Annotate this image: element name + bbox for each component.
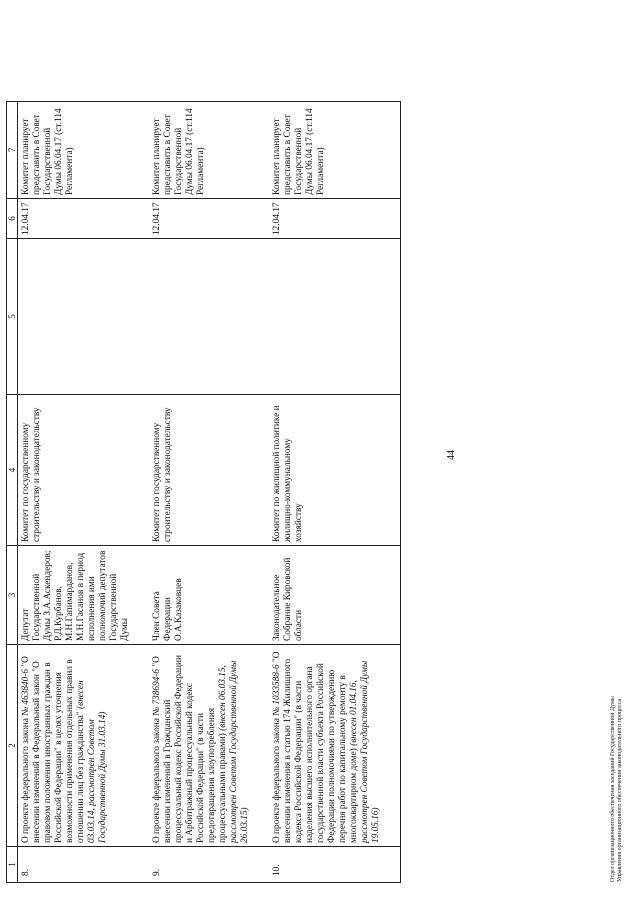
- bill-text: "О внесении изменений в Гражданский процессуальный кодекс Российской Федерации и Арбитражный процессуальный кодекс Российской Федерации" (в части предотвращения злоупотребления процессуальными правами): [152, 655, 228, 843]
- footer: [610, 696, 624, 882]
- note-cell: Комитет планирует представить в Совет Государственной Думы 06.04.17 (ст.114 Регламента): [18, 102, 150, 199]
- note-cell: Комитет планирует представить в Совет Государственной Думы 06.04.17 (ст.114 Регламента): [149, 102, 269, 199]
- table-row: [18, 102, 150, 883]
- responsible-committee: Комитет по государственному строительству и законодательству: [18, 395, 150, 546]
- row-number: 8.: [18, 847, 150, 883]
- header-col-4: 4: [7, 395, 18, 546]
- bill-number: 738694-6: [152, 668, 162, 705]
- table-row: [269, 102, 401, 883]
- page-number: 44: [446, 450, 457, 460]
- header-col-3: 3: [7, 546, 18, 645]
- agenda-table: [6, 101, 401, 883]
- footer-line-2: Управления организационного обеспечения законодательного процесса: [617, 698, 623, 882]
- bill-description: [149, 645, 269, 847]
- table-header-row: [7, 102, 18, 883]
- header-col-5: 5: [7, 239, 18, 395]
- bill-number: 463840-6: [21, 668, 31, 705]
- bill-note: (внесен 06.03.15, рассмотрен Советом Государственной Думы 26.03.15): [218, 660, 250, 843]
- initiator: Законодательное Собрание Кировской области: [269, 546, 401, 645]
- note-cell: Комитет планирует представить в Совет Государственной Думы 06.04.17 (ст.114 Регламента): [269, 102, 401, 199]
- bill-intro: О проекте федерального закона №: [152, 704, 162, 843]
- bill-note: (внесен 03.03.14, рассмотрен Советом Государственной Думы 31.03.14): [76, 680, 108, 843]
- header-col-2: 2: [7, 645, 18, 847]
- bill-note: (внесен 01.04.16, рассмотрен Советом Государственной Думы 19.05.16): [349, 660, 381, 843]
- bill-text: "О внесении изменений в Федеральный закон "О правовом положении иностранных граждан в Российской Федерации" в целях уточнения возможности применения отдельных правил в отношении лиц без гражданства": [21, 656, 86, 843]
- col5-cell: [269, 239, 401, 395]
- date-cell: 12.04.17: [269, 199, 401, 239]
- responsible-committee: Комитет по жилищной политике и жилищно-коммунальному хозяйству: [269, 395, 401, 546]
- date-cell: 12.04.17: [18, 199, 150, 239]
- bill-intro: О проекте федерального закона №: [272, 704, 282, 843]
- initiator: Депутат Государственной Думы З.А.Аскендеров; Р.Д.Курбанов, М.Н.Гапимарданов, М.Н.Гасанов в период исполнения ими полномочий депутатов Государственной Думы: [18, 546, 150, 645]
- col5-cell: [18, 239, 150, 395]
- table-row: [149, 102, 269, 883]
- header-col-6: 6: [7, 199, 18, 239]
- bill-text: "О внесении изменения в статью 174 Жилищного кодекса Российской Федерации" (в части наделения высшего исполнительного органа государственной власти субъекта Российской Федерации полномочиями по утверждению перечня работ по капитальному ремонту в многоквартирном доме): [272, 651, 359, 843]
- responsible-committee: Комитет по государственному строительству и законодательству: [149, 395, 269, 546]
- header-col-1: 1: [7, 847, 18, 883]
- bill-description: [269, 645, 401, 847]
- header-col-7: 7: [7, 102, 18, 199]
- initiator: Член Совета Федерации О.А.Казаковцев: [149, 546, 269, 645]
- bill-intro: О проекте федерального закона №: [21, 704, 31, 843]
- bill-description: [18, 645, 150, 847]
- bill-number: 1033588-6: [272, 664, 282, 705]
- row-number: 10.: [269, 847, 401, 883]
- col5-cell: [149, 239, 269, 395]
- row-number: 9.: [149, 847, 269, 883]
- footer-line-1: Отдел организационного обеспечения заседаний Государственной Думы: [610, 696, 616, 882]
- date-cell: 12.04.17: [149, 199, 269, 239]
